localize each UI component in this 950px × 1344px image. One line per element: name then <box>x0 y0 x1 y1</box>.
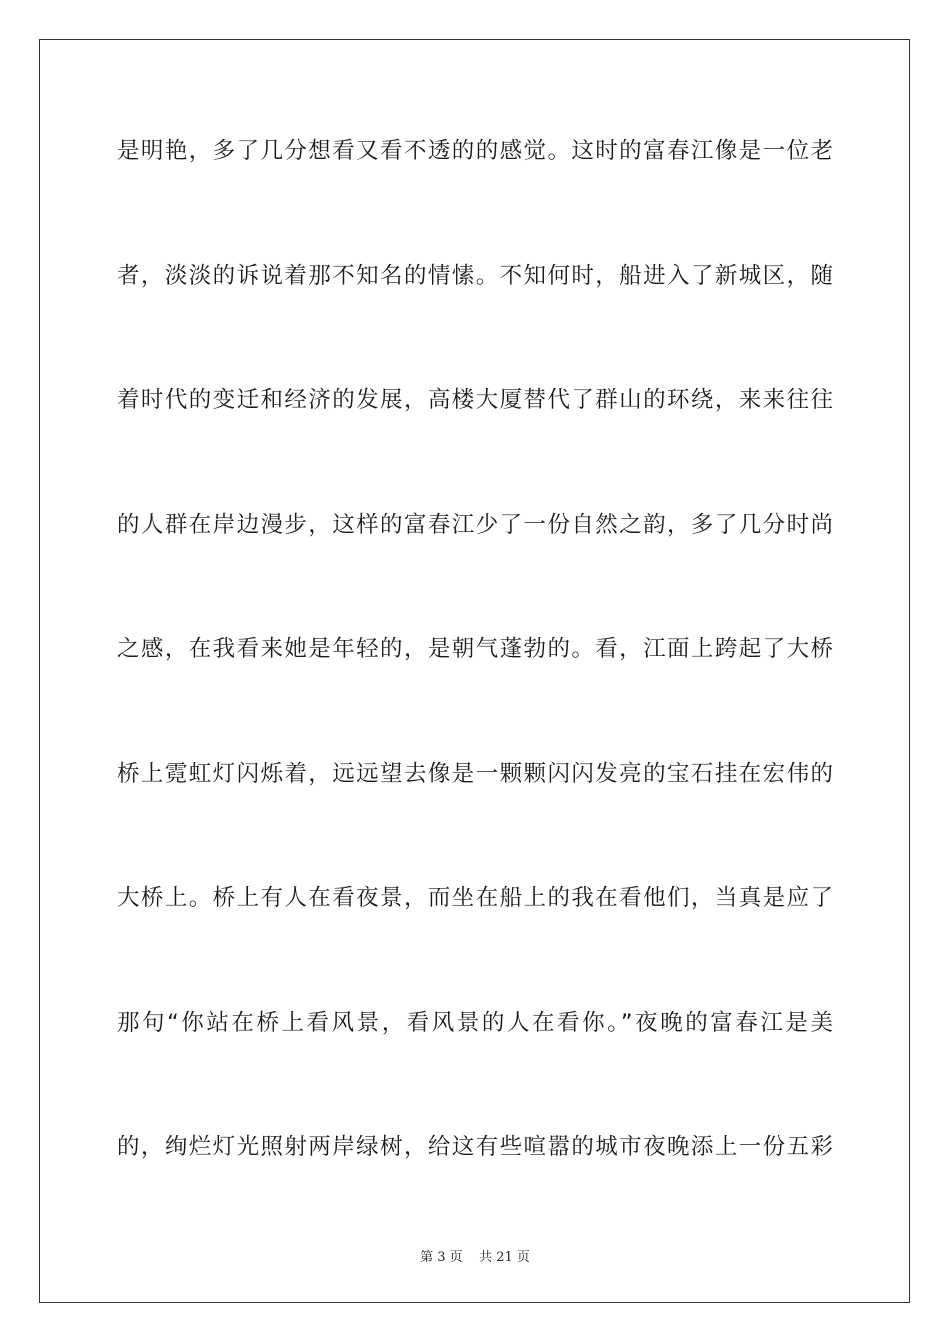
text-line: 是明艳，多了几分想看又看不透的的感觉。这时的富春江像是一位老 <box>117 138 833 164</box>
text-line: 那句“你站在桥上看风景，看风景的人在看你。”夜晚的富春江是美 <box>117 1009 833 1036</box>
text-line: 大桥上。桥上有人在看夜景，而坐在船上的我在看他们，当真是应了 <box>117 885 833 911</box>
text-line: 之感，在我看来她是年轻的，是朝气蓬勃的。看，江面上跨起了大桥 <box>117 636 833 662</box>
text-line: 者，淡淡的诉说着那不知名的情愫。不知何时，船进入了新城区，随 <box>117 262 833 289</box>
text-line: 着时代的变迁和经济的发展，高楼大厦替代了群山的环绕，来来往往 <box>117 387 833 413</box>
document-body <box>117 128 833 1249</box>
text-line: 的人群在岸边漫步，这样的富春江少了一份自然之韵，多了几分时尚 <box>117 511 833 538</box>
text-line: 桥上霓虹灯闪烁着，远远望去像是一颗颗闪闪发亮的宝石挂在宏伟的 <box>117 760 833 787</box>
page-number-footer: 第 3 页 共 21 页 <box>420 1250 530 1265</box>
text-line: 的，绚烂灯光照射两岸绿树，给这有些喧嚣的城市夜晚添上一份五彩 <box>117 1134 833 1160</box>
